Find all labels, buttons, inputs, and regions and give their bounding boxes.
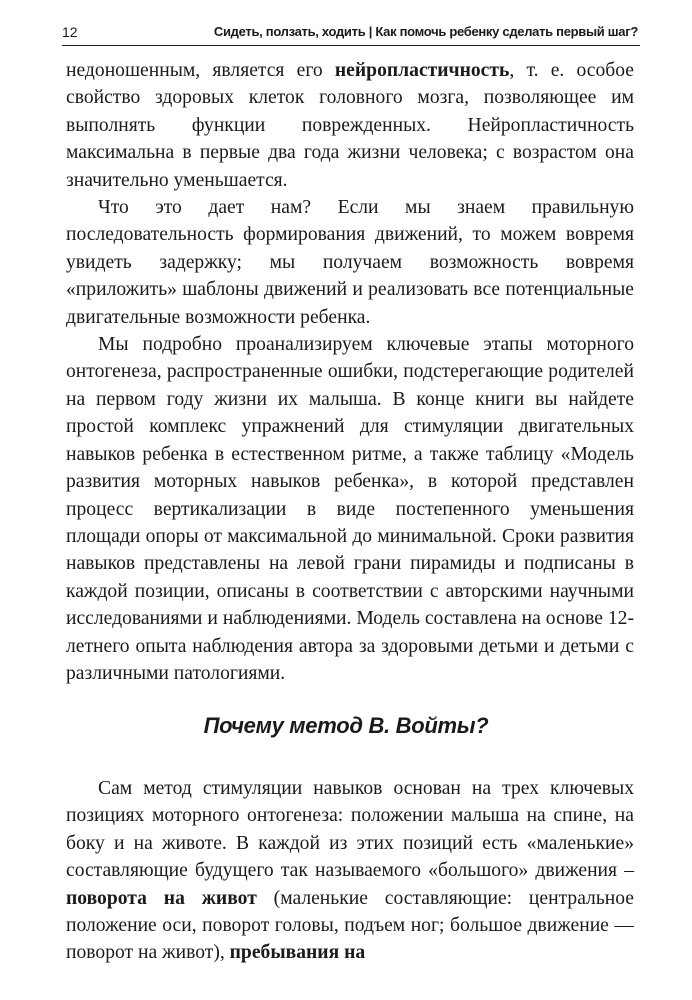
paragraph-2: Что это дает нам? Если мы знаем правильную последовательность формирования движений, то можем вовремя увидеть задержку; мы получаем возможность вовремя «приложить» шаблоны движений и реализовать все потенциальные двигательные возможности ребенка. bbox=[66, 197, 634, 328]
section-heading: Почему метод В. Войты? bbox=[203, 713, 489, 738]
paragraph-1-text-c: , т. е. особое свойство здоровых клеток головного мозга, позволяющее им выполнять функции поврежденных. Нейропластичность максимальна в первые два года жизни человека; с возрастом она значительно уменьшается. bbox=[66, 60, 634, 191]
running-title: Сидеть, ползать, ходить | Как помочь ребенку сделать первый шаг? bbox=[213, 24, 638, 39]
main-text bbox=[66, 57, 634, 687]
running-header bbox=[62, 20, 638, 46]
term-rollover: поворота на живот bbox=[66, 887, 257, 909]
term-staying: пребывания на bbox=[229, 942, 366, 964]
paragraph-1-text-a: недоношенным, является его bbox=[66, 60, 335, 81]
paragraph-4-text-a: Сам метод стимуляции навыков основан на трех ключевых позициях моторного онтогенеза: положении малыша на спине, на боку и на животе. В каждой из этих позиций есть «маленькие» составляющие будущего так называемого «большого» движения – bbox=[66, 778, 634, 882]
paragraph-3: Мы подробно проанализируем ключевые этапы моторного онтогенеза, распространенные ошибки, подстерегающие родителей на первом году жизни их малыша. В конце книги вы найдете простой комплекс упражнений для стимуляции двигательных навыков ребенка в естественном ритме, а также таблицу «Модель развития моторных навыков ребенка», в которой представлен процесс вертикализации в виде постепенного уменьшения площади опоры от максимальной до минимальной. Сроки развития навыков представлены на левой грани пирамиды и подписаны в каждой позиции, описаны в соответствии с авторскими научными исследованиями и наблюдениями. Модель составлена на основе 12-летнего опыта наблюдения автора за здоровыми детьми и детьми с различными патологиями. bbox=[66, 334, 634, 684]
page-number: 12 bbox=[62, 24, 78, 40]
term-neuroplasticity: нейропластичность bbox=[334, 60, 510, 81]
paragraph-4 bbox=[66, 775, 634, 967]
header-divider bbox=[62, 45, 640, 46]
paragraph-1 bbox=[66, 57, 634, 194]
paragraph-4-text-c: (маленькие составляющие: центральное положение оси, поворот головы, подъем ног; большое движение — поворот на живот), bbox=[66, 887, 634, 964]
section-text bbox=[66, 775, 634, 967]
